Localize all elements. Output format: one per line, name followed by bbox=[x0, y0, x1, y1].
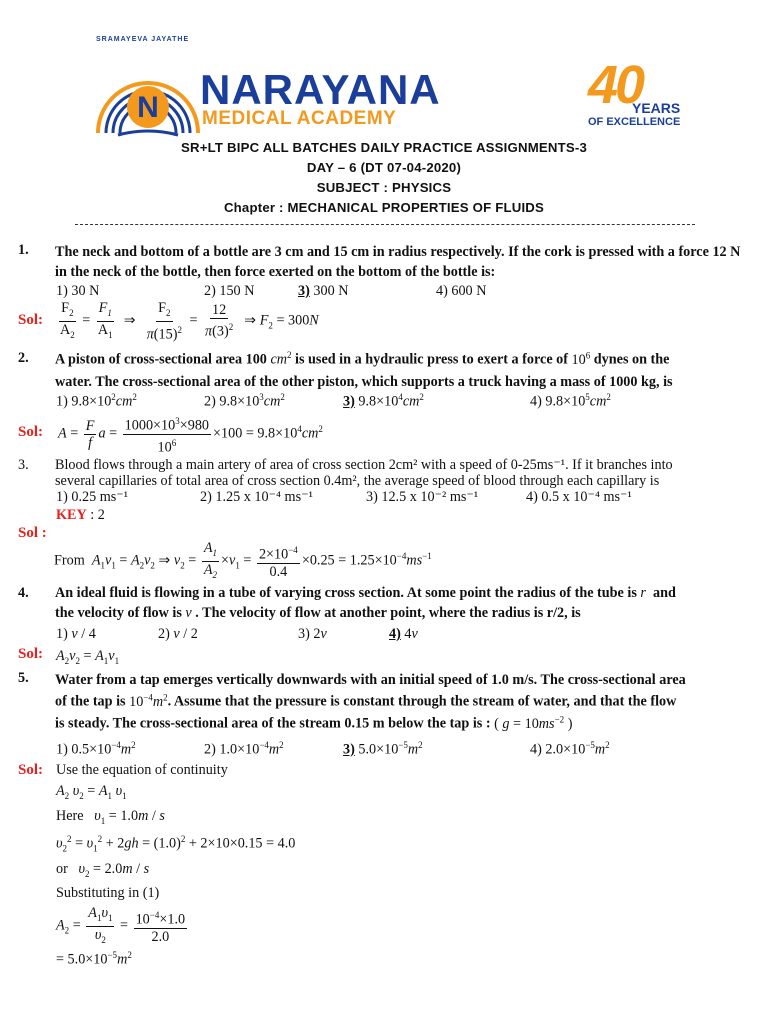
solution-equation: $A_2$ = $\frac{A_1\upsilon_1}{\upsilon_2}$ = $\frac{10^{-4}\times 1.0}{2.0}$ bbox=[56, 905, 186, 946]
option-2: 2) v / 2 bbox=[158, 626, 198, 642]
question-text-line1: Blood flows through a main artery of area of cross section 2cm² with a speed of 0-25ms⁻¹. If it branches into bbox=[55, 457, 673, 473]
svg-text:N: N bbox=[137, 91, 159, 124]
header-day: DAY – 6 (DT 07-04-2020) bbox=[306, 160, 462, 175]
question-text-line2: of the tap is $10^{-4}m^2$. Assume that the pressure is constant through the stream of water, and that the flow bbox=[55, 692, 677, 710]
option-3: 3) $5.0\times 10^{-5}m^2$ bbox=[343, 740, 423, 758]
badge-excellence: OF EXCELLENCE bbox=[588, 116, 681, 128]
option-1: 1) 0.25 ms⁻¹ bbox=[56, 489, 129, 505]
question-text-line1: Water from a tap emerges vertically downwards with an initial speed of 1.0 m/s. The cross-sectional area bbox=[55, 672, 686, 688]
badge-number: 40 bbox=[588, 55, 643, 115]
sol-label: Sol : bbox=[18, 525, 47, 541]
question-text-line1: An ideal fluid is flowing in a tube of varying cross section. At some point the radius of the tube is r and bbox=[55, 585, 676, 601]
option-3: 3) 300 N bbox=[298, 283, 349, 299]
question-number: 5. bbox=[18, 670, 29, 686]
option-3: 3) 2v bbox=[298, 626, 327, 642]
option-2: 2) $9.8\times 10^3cm^2$ bbox=[204, 392, 285, 410]
solution-equation: $\frac{F_2}{A_2}$ = $\frac{F_1}{A_1}$ ⇒ $\frac{F_2}{\pi(15)^2}$ = $\frac{12}{\pi(3)^2}$ ⇒ $F_2 = 300N$ bbox=[60, 300, 319, 343]
solution-equation: From $A_1v_1 = A_2v_2$ ⇒ $v_2$ = $\frac{A_1}{A_2}$ $\times v_1$ = $\frac{2\times 10^{-4}}{0.4}$ $\times 0.25 = 1.25\times 10^{-4}ms^{-1}$ bbox=[54, 540, 432, 581]
question-number: 4. bbox=[18, 585, 29, 601]
solution-equation: $A_2v_2 = A_1v_1$ bbox=[56, 648, 120, 666]
solution-equation: $A_2$ $\upsilon_2 = A_1$ $\upsilon_1$ bbox=[56, 783, 127, 801]
option-4: 4) 0.5 x 10⁻⁴ ms⁻¹ bbox=[526, 489, 632, 505]
option-4: 4) 600 N bbox=[436, 283, 487, 299]
solution-equation: Here $\upsilon_1 = 1.0m / s$ bbox=[56, 808, 165, 826]
option-2: 2) 1.25 x 10⁻⁴ ms⁻¹ bbox=[200, 489, 313, 505]
anniversary-badge bbox=[586, 55, 696, 133]
header-chapter: Chapter : MECHANICAL PROPERTIES OF FLUIDS bbox=[223, 200, 545, 215]
option-1: 1) 30 N bbox=[56, 283, 100, 299]
option-4: 4) $2.0\times 10^{-5}m^2$ bbox=[530, 740, 610, 758]
header-divider bbox=[75, 224, 695, 225]
logo-subtitle: MEDICAL ACADEMY bbox=[202, 108, 397, 129]
solution-text: Substituting in (1) bbox=[56, 885, 160, 901]
logo-name: NARAYANA bbox=[200, 66, 441, 113]
answer-key: KEY : 2 bbox=[56, 507, 105, 523]
sol-label: Sol: bbox=[18, 646, 44, 662]
option-2: 2) 150 N bbox=[204, 283, 255, 299]
option-2: 2) $1.0\times 10^{-4}m^2$ bbox=[204, 740, 284, 758]
narayana-logo bbox=[88, 55, 208, 140]
header-subject: SUBJECT : PHYSICS bbox=[316, 180, 452, 195]
option-3: 3) $9.8\times 10^4cm^2$ bbox=[343, 392, 424, 410]
sol-label: Sol: bbox=[18, 312, 44, 328]
question-text-line3: is steady. The cross-sectional area of the stream 0.15 m below the tap is : ( $g = 10ms^{-2}$ ) bbox=[55, 714, 573, 732]
badge-years: YEARS bbox=[632, 100, 681, 116]
option-1: 1) $9.8\times 10^2cm^2$ bbox=[56, 392, 137, 410]
solution-text: Use the equation of continuity bbox=[56, 762, 228, 778]
solution-equation: A = $\frac{F}{f}$ a = $\frac{1000\times 10^3\times 980}{10^6}$ $\times 100 = 9.8\times 10^4cm^2$ bbox=[58, 413, 323, 455]
option-4: 4) 4v bbox=[389, 626, 418, 642]
question-number: 2. bbox=[18, 350, 29, 366]
question-number: 3. bbox=[18, 457, 29, 473]
sol-label: Sol: bbox=[18, 424, 44, 440]
header-title: SR+LT BIPC ALL BATCHES DAILY PRACTICE ASSIGNMENTS-3 bbox=[181, 140, 587, 155]
option-3: 3) 12.5 x 10⁻² ms⁻¹ bbox=[366, 489, 479, 505]
question-text: A piston of cross-sectional area 100 $cm^2$ is used in a hydraulic press to exert a force of $10^6$ dynes on the bbox=[55, 350, 670, 368]
question-text-line2: water. The cross-sectional area of the other piston, which supports a truck having a mass of 1000 kg, is bbox=[55, 374, 673, 390]
question-text-line2: the velocity of flow is v . The velocity of flow at another point, where the radius is r/2, is bbox=[55, 605, 581, 621]
arc-text: SRAMAYEVA JAYATHE bbox=[96, 36, 190, 43]
question-text: The neck and bottom of a bottle are 3 cm and 15 cm in radius respectively. If the cork is pressed with a force 12 N in the neck of the bottle, then force exerted on the bottom of the bottle is: bbox=[55, 244, 741, 280]
option-1: 1) v / 4 bbox=[56, 626, 96, 642]
logo-emblem-icon bbox=[88, 55, 208, 140]
solution-equation: or $\upsilon_2 = 2.0m / s$ bbox=[56, 861, 150, 879]
option-1: 1) $0.5\times 10^{-4}m^2$ bbox=[56, 740, 136, 758]
question-text-line2: several capillaries of total area of cross section 0.4m², the average speed of blood through each capillary is bbox=[55, 473, 660, 489]
option-4: 4) $9.8\times 10^5cm^2$ bbox=[530, 392, 611, 410]
solution-equation: = $5.0\times 10^{-5}m^2$ bbox=[56, 950, 132, 968]
solution-equation: $\upsilon_2^2 = \upsilon_1^2 + 2gh = (1.0)^2 + 2\times 10\times 0.15 = 4.0$ bbox=[56, 834, 296, 854]
sol-label: Sol: bbox=[18, 762, 44, 778]
question-number: 1. bbox=[18, 242, 29, 258]
